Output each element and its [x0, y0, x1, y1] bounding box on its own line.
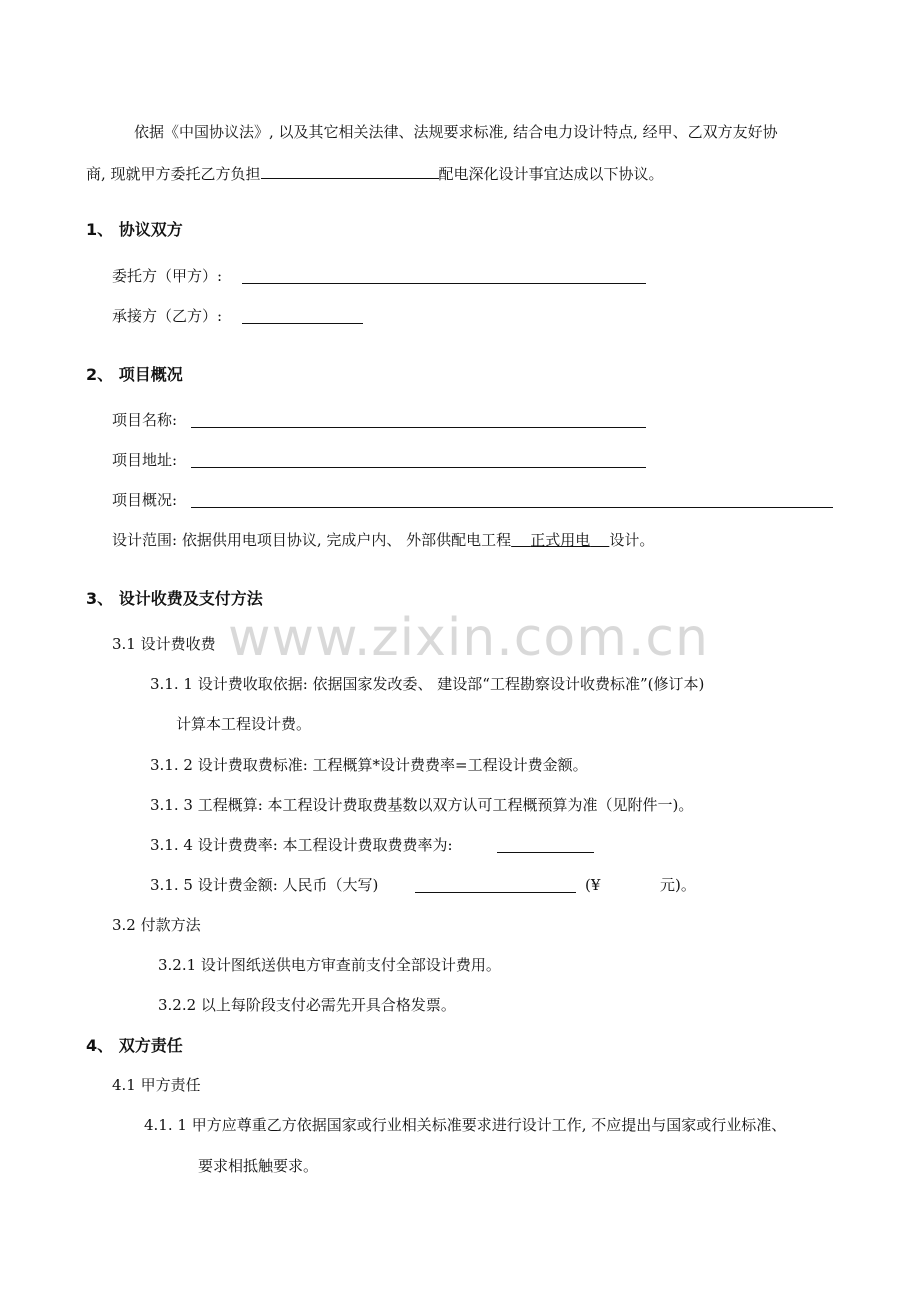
intro-line-2-prefix: 商, 现就甲方委托乙方负担 [86, 165, 261, 183]
clause-3-1-1-line-2: 计算本工程设计费。 [176, 715, 312, 733]
intro-line-2 [86, 162, 664, 184]
fee-amount-paren-open: (¥ [585, 876, 601, 894]
clause-3-2: 3.2 付款方法 [112, 916, 201, 934]
party-b-label: 承接方（乙方）: [112, 307, 223, 325]
clause-3-2-2: 3.2.2 以上每阶段支付必需先开具合格发票。 [158, 996, 456, 1014]
project-name-label: 项目名称: [112, 411, 178, 429]
fee-amount-uppercase-blank [415, 892, 576, 893]
clause-3-1: 3.1 设计费收费 [112, 635, 216, 653]
clause-4-1-1-line-2: 要求相抵触要求。 [198, 1157, 319, 1175]
intro-line-2-suffix: 配电深化设计事宜达成以下协议。 [438, 165, 664, 183]
project-name-blank [191, 427, 646, 428]
watermark: www.zixin.com.cn [228, 608, 709, 668]
section-2-heading: 2、 项目概况 [86, 365, 183, 384]
clause-4-1-1-line-1: 4.1. 1 甲方应尊重乙方依据国家或行业相关标准要求进行设计工作, 不应提出与国家或行业标准、 [144, 1116, 787, 1134]
intro-line-1: 依据《中国协议法》, 以及其它相关法律、法规要求标准, 结合电力设计特点, 经甲、乙双方友好协 [134, 123, 778, 141]
fee-amount-suffix: 元)。 [660, 876, 696, 894]
clause-3-2-1: 3.2.1 设计图纸送供电方审查前支付全部设计费用。 [158, 956, 501, 974]
section-4-heading: 4、 双方责任 [86, 1036, 183, 1055]
section-1-heading: 1、 协议双方 [86, 220, 183, 239]
party-b-blank [242, 323, 363, 324]
design-scope-line [112, 530, 654, 550]
clause-3-1-2: 3.1. 2 设计费取费标准: 工程概算*设计费费率=工程设计费金额。 [150, 756, 588, 774]
clause-3-1-5-label: 3.1. 5 设计费金额: 人民币（大写) [150, 876, 379, 894]
design-scope-prefix: 设计范围: 依据供用电项目协议, 完成户内、 外部供配电工程 [112, 531, 512, 549]
entrusted-project-blank [261, 162, 439, 179]
clause-3-1-4: 3.1. 4 设计费费率: 本工程设计费取费费率为: [150, 836, 453, 854]
section-3-heading: 3、 设计收费及支付方法 [86, 589, 263, 608]
clause-3-1-1-line-1: 3.1. 1 设计费收取依据: 依据国家发改委、 建设部“工程勘察设计收费标准”(修订本) [150, 675, 705, 693]
design-scope-value-text: 正式用电 [530, 531, 591, 549]
project-address-blank [191, 467, 646, 468]
fee-rate-blank [497, 852, 594, 853]
clause-4-1: 4.1 甲方责任 [112, 1076, 201, 1094]
project-overview-label: 项目概况: [112, 491, 178, 509]
party-a-label: 委托方（甲方）: [112, 267, 223, 285]
design-scope-suffix: 设计。 [609, 531, 655, 549]
design-scope-value [511, 531, 609, 549]
party-a-blank [242, 283, 646, 284]
project-address-label: 项目地址: [112, 451, 178, 469]
clause-3-1-3: 3.1. 3 工程概算: 本工程设计费取费基数以双方认可工程概预算为准（见附件一)。 [150, 796, 694, 814]
project-overview-blank [191, 507, 833, 508]
